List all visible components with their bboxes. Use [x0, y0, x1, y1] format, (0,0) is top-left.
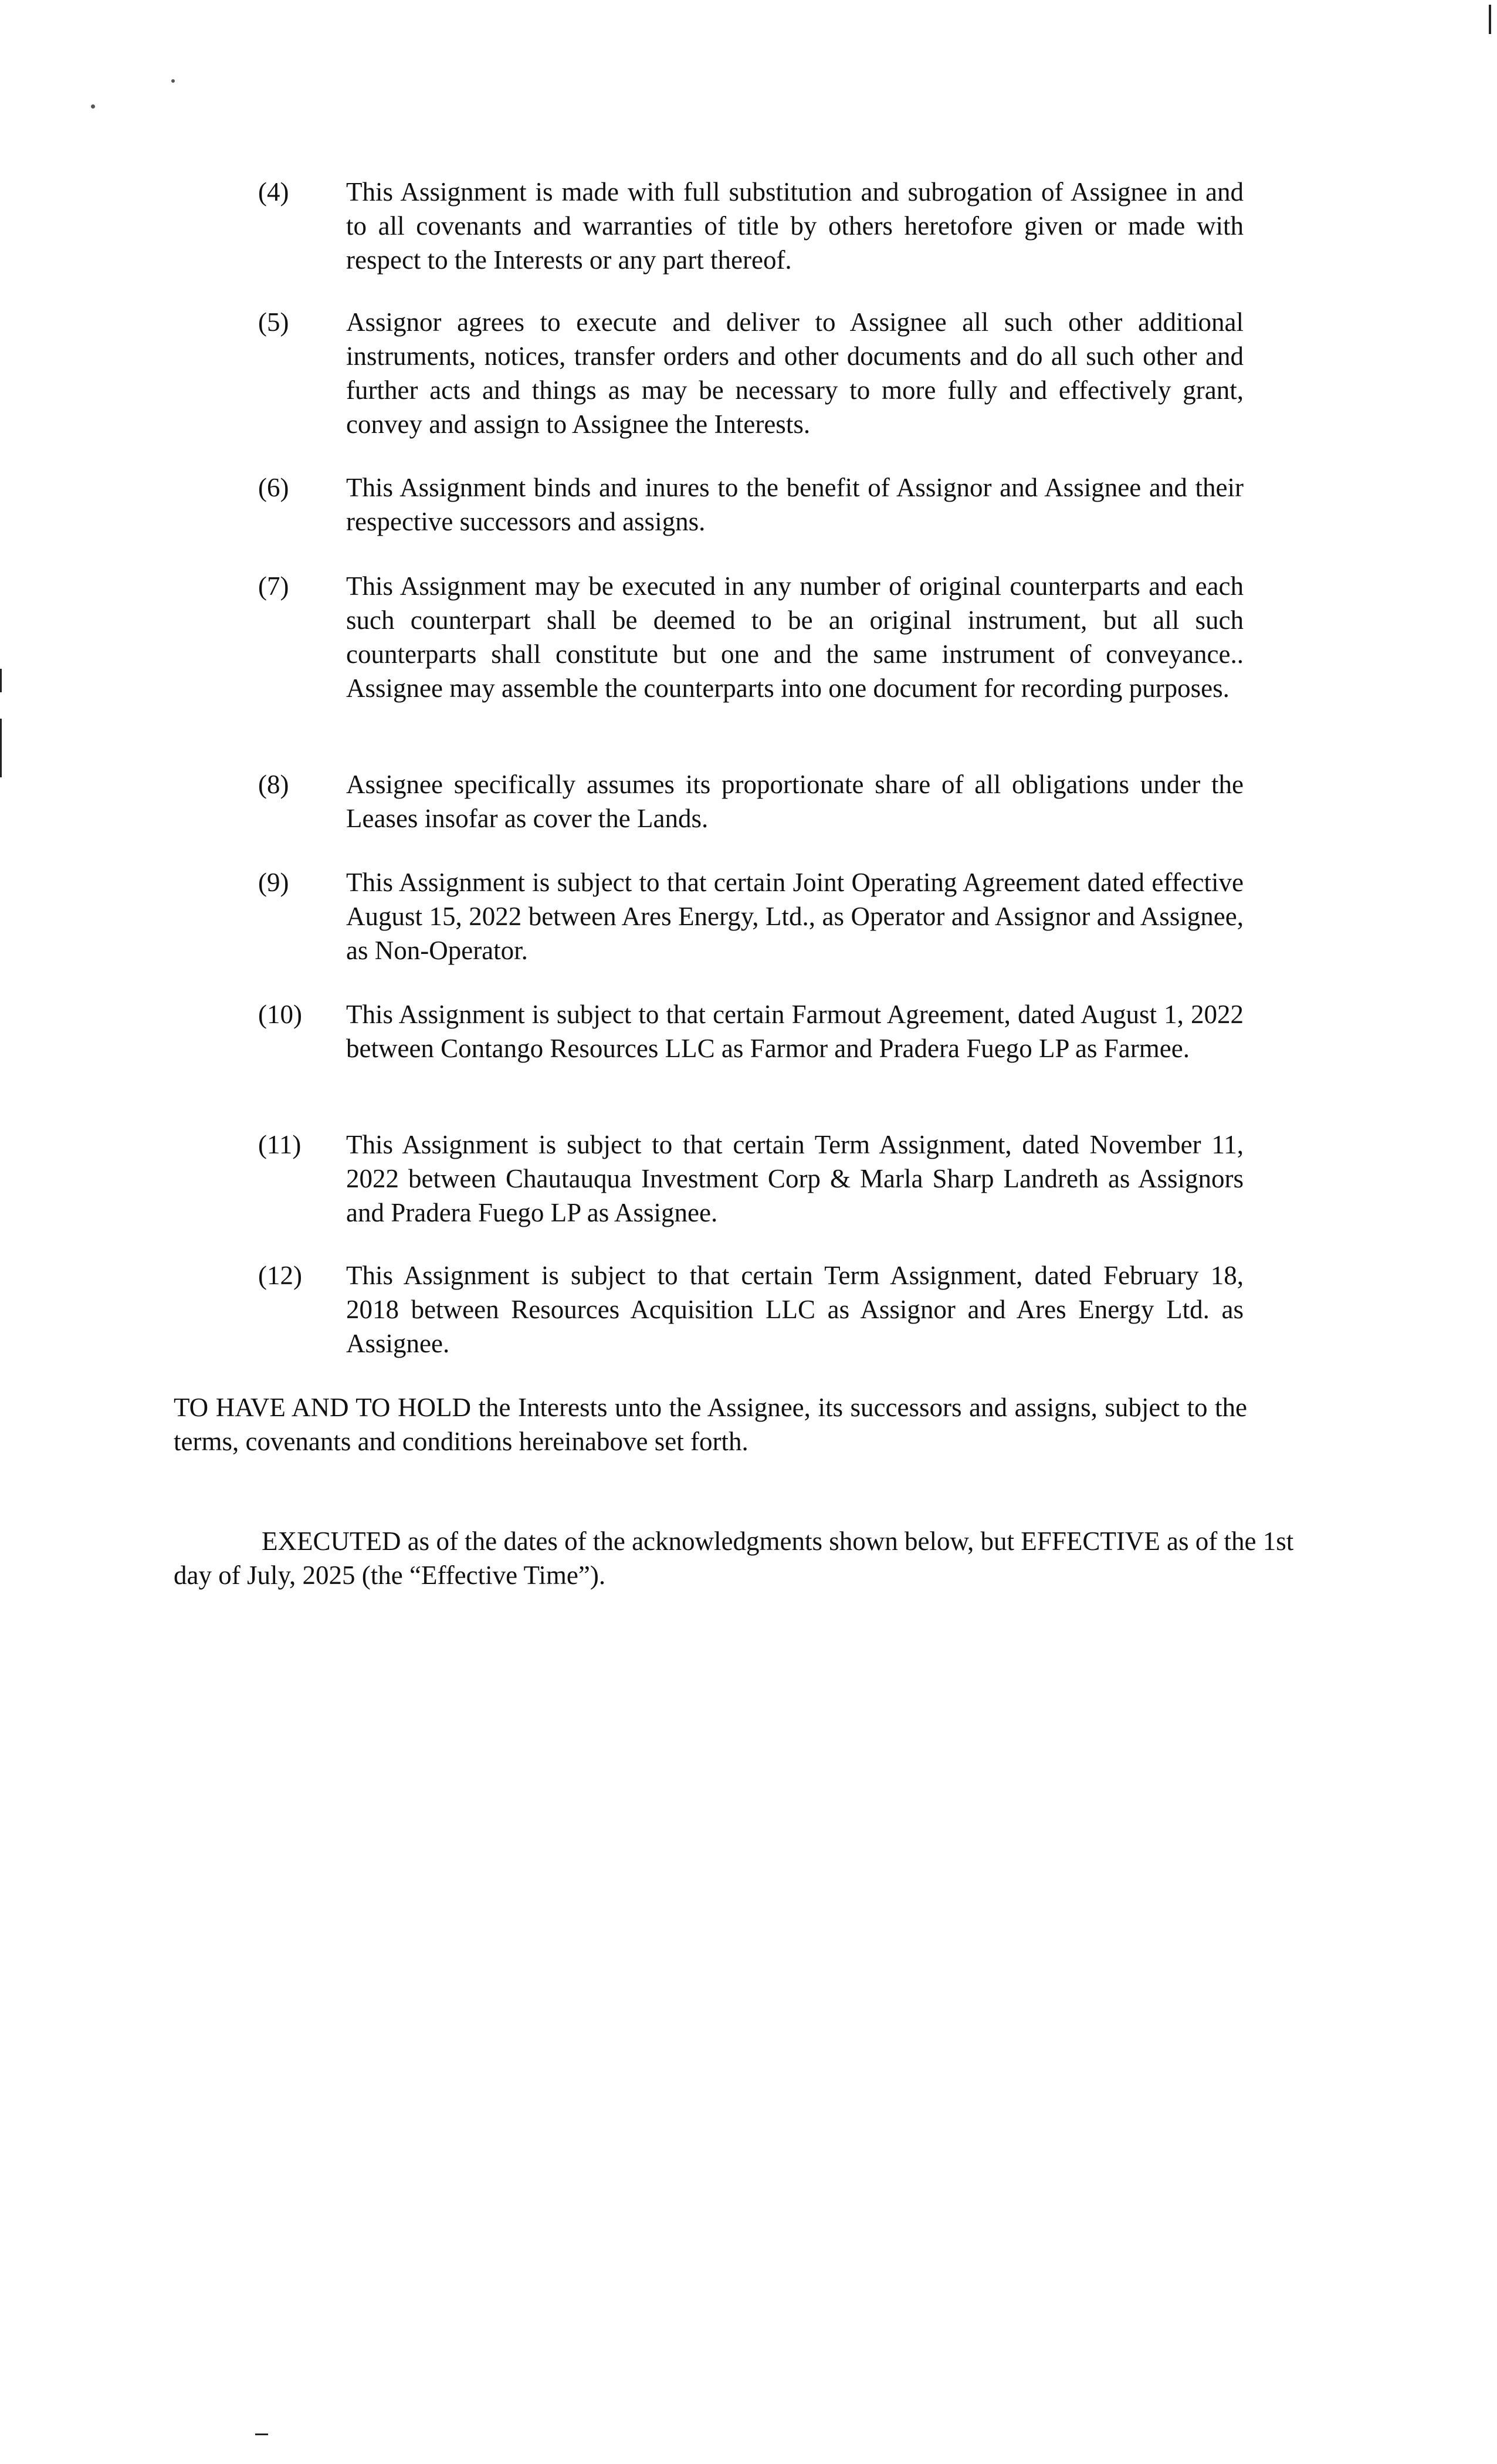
clause-number: (9) [258, 868, 289, 897]
clause-text: This Assignment is subject to that certain Term Assignment, dated November 11, 2022 between Chautauqua Investment Corp & Marla Sharp Landreth as Assignors and Pradera Fuego LP as Assignee. [346, 1130, 1244, 1227]
clause-number: (6) [258, 473, 289, 502]
habendum-paragraph: TO HAVE AND TO HOLD the Interests unto the Assignee, its successors and assigns, subject to the terms, covenants and conditions hereinabove set forth. [174, 1393, 1247, 1456]
scan-speck [171, 79, 175, 83]
scan-speck [91, 104, 95, 109]
clause-number: (11) [258, 1130, 302, 1159]
clause-number: (7) [258, 571, 289, 601]
clause-text: Assignee specifically assumes its proportionate share of all obligations under the Leases insofar as cover the Lands. [346, 770, 1244, 833]
clause-text: This Assignment may be executed in any number of original counterparts and each such counterpart shall be deemed to be an original instrument, but all such counterparts shall constitute but one and the same instrument of conveyance.. Assignee may assemble the counterparts into one document for recording purposes. [346, 571, 1244, 703]
clause-text: Assignor agrees to execute and deliver to Assignee all such other additional instruments, notices, transfer orders and other documents and do all such other and further acts and things as may be necessary to more fully and effectively grant, convey and assign to Assignee the Interests. [346, 307, 1244, 439]
clause-number: (10) [258, 1000, 302, 1029]
clause-number: (5) [258, 307, 289, 337]
scan-margin-mark [255, 2433, 268, 2435]
executed-paragraph: EXECUTED as of the dates of the acknowledgments shown below, but EFFECTIVE as of the 1st day of July, 2025 (the “Effective Time”). [174, 1527, 1294, 1590]
scan-margin-mark [0, 719, 2, 777]
clause-text: This Assignment is made with full substitution and subrogation of Assignee in and to all covenants and warranties of title by others heretofore given or made with respect to the Interests or any part thereof. [346, 177, 1244, 275]
clause-text: This Assignment is subject to that certain Term Assignment, dated February 18, 2018 between Resources Acquisition LLC as Assignor and Ares Energy Ltd. as Assignee. [346, 1261, 1244, 1358]
clause-text: This Assignment binds and inures to the benefit of Assignor and Assignee and their respective successors and assigns. [346, 473, 1244, 536]
clause-number: (4) [258, 177, 289, 207]
clause-number: (12) [258, 1261, 302, 1290]
clause-text: This Assignment is subject to that certain Farmout Agreement, dated August 1, 2022 between Contango Resources LLC as Farmor and Pradera Fuego LP as Farmee. [346, 1000, 1244, 1063]
scan-margin-mark [1489, 5, 1491, 34]
clause-text: This Assignment is subject to that certain Joint Operating Agreement dated effective August 15, 2022 between Ares Energy, Ltd., as Operator and Assignor and Assignee, as Non-Operator. [346, 868, 1244, 965]
scan-margin-mark [0, 669, 2, 692]
clause-number: (8) [258, 770, 289, 799]
